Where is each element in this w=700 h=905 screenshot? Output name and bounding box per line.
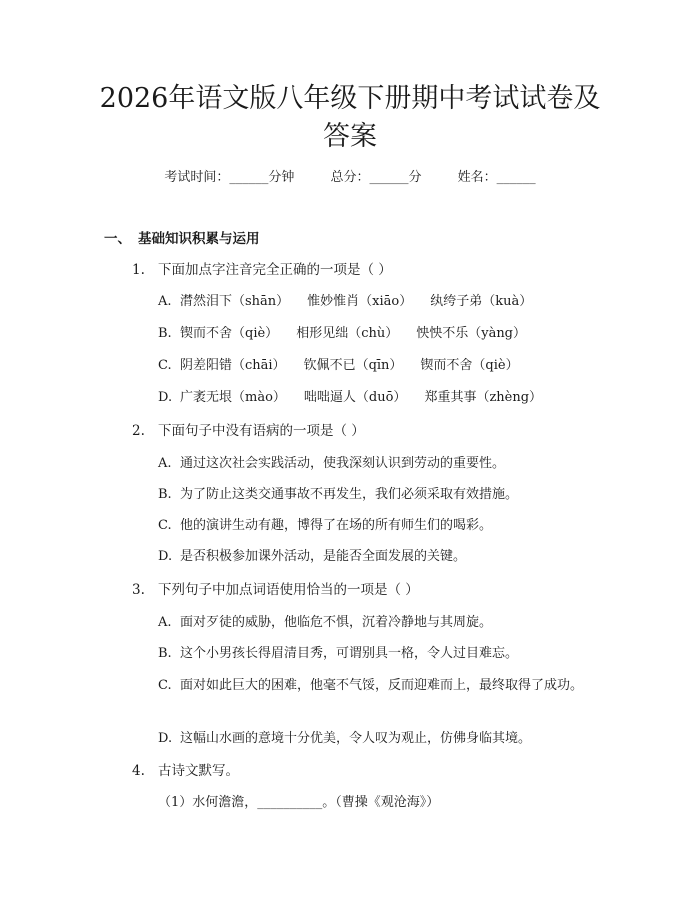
q2-option-b [158,485,518,505]
question-text: 下面加点字注音完全正确的一项是（ ） [158,262,392,278]
student-name: 姓名：______ [457,170,536,185]
exam-meta [0,168,700,188]
question-number: 3. [132,582,145,598]
option-part: 锲而不舍（qiè） [420,358,519,373]
section-number: 一、 [104,231,131,247]
question-4 [132,761,239,781]
option-part: 钦佩不已（qīn） [303,358,403,373]
q2-option-a [158,454,505,474]
option-part: 锲而不舍（qiè） [180,326,279,341]
q3-option-c [104,670,584,702]
total-score: 总分：______分 [330,170,422,185]
option-letter: D. [158,549,173,564]
section-heading [104,229,260,249]
option-letter: A. [158,615,172,630]
q4-sub-1 [158,793,439,813]
option-letter: B. [158,646,172,661]
q3-option-b [158,644,518,664]
option-part: 阴差阳错（chāi） [180,358,286,373]
q3-option-d [158,729,531,749]
question-1 [132,260,392,280]
question-number: 4. [132,763,145,779]
question-2 [132,421,365,441]
question-number: 1. [132,262,145,278]
question-text: 下面句子中没有语病的一项是（ ） [158,423,365,439]
option-letter: D. [158,731,173,746]
section-title: 基础知识积累与运用 [138,231,260,247]
option-text: 为了防止这类交通事故不再发生，我们必须采取有效措施。 [180,487,519,502]
option-letter: C. [158,518,172,533]
option-part: 相形见绌（chù） [296,326,399,341]
option-letter: B. [158,326,172,341]
page-title: 2026年语文版八年级下册期中考试试卷及答案 [99,83,601,152]
question-3 [132,580,419,600]
q2-option-d [158,547,466,567]
exam-time: 考试时间：______分钟 [164,170,295,185]
q1-option-b [158,324,526,344]
question-text: 古诗文默写。 [158,763,239,779]
question-text: 下列句子中加点词语使用恰当的一项是（ ） [158,582,419,598]
question-number: 2. [132,423,145,439]
q1-option-a [158,292,532,312]
q1-option-c [158,356,519,376]
option-letter: A. [158,294,172,309]
option-part: 潸然泪下（shān） [180,294,290,309]
option-letter: A. [158,456,172,471]
option-text: 这个小男孩长得眉清目秀，可谓别具一格，令人过目难忘。 [180,646,519,661]
option-part: 惟妙惟肖（xiāo） [307,294,413,309]
q2-option-c [158,516,492,536]
q3-option-a [158,613,492,633]
option-letter: C. [158,358,172,373]
option-text: 面对如此巨大的困难，他毫不气馁，反而迎难而上，最终取得了成功。 [180,678,584,693]
option-letter: B. [158,487,172,502]
option-text: 通过这次社会实践活动，使我深刻认识到劳动的重要性。 [180,456,506,471]
option-text: 面对歹徒的威胁，他临危不惧，沉着冷静地与其周旋。 [180,615,493,630]
option-part: 怏怏不乐（yàng） [416,326,527,341]
option-letter: C. [158,678,172,693]
q1-option-d [158,388,542,408]
sub-question-text: （1）水何澹澹，__________。（曹操《观沧海》） [158,795,440,810]
option-part: 咄咄逼人（duō） [303,390,407,405]
option-text: 他的演讲生动有趣，博得了在场的所有师生们的喝彩。 [180,518,493,533]
option-part: 广袤无垠（mào） [180,390,286,405]
option-letter: D. [158,390,173,405]
option-text: 这幅山水画的意境十分优美，令人叹为观止，仿佛身临其境。 [180,731,532,746]
option-part: 纨绔子弟（kuà） [430,294,533,309]
option-text: 是否积极参加课外活动，是能否全面发展的关键。 [180,549,467,564]
option-part: 郑重其事（zhèng） [424,390,543,405]
